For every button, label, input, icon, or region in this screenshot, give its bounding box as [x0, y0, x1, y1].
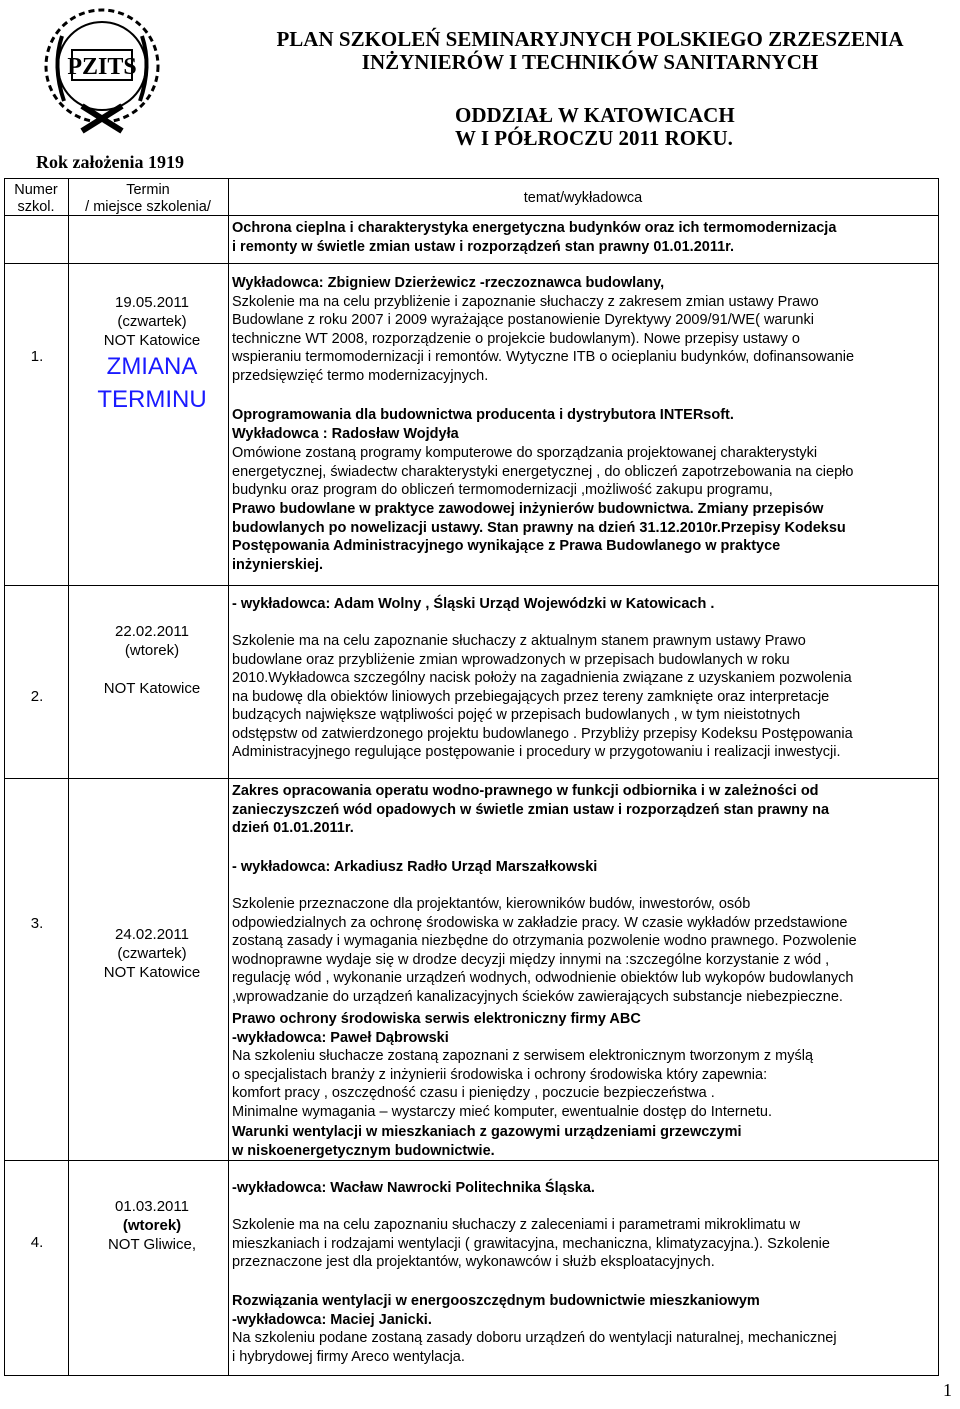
grid-line	[68, 178, 69, 1375]
row-4-heading-line: -wykładowca: Maciej Janicki.	[232, 1311, 432, 1328]
row-1-law-line: Prawo budowlane w praktyce zawodowej inżynierów budownictwa. Zmiany przepisów	[232, 501, 824, 517]
row-1-place: NOT Katowice	[103, 332, 201, 349]
row-2-text-line: budowlane oraz przybliżenie zmian wprowadzonych w przepisach budowlanych w roku	[232, 651, 790, 668]
page-number: 1	[943, 1380, 952, 1400]
row-3-ventilation-heading	[232, 1123, 944, 1160]
grid-line	[4, 1160, 939, 1161]
row-4-date: 01.03.2011	[115, 1198, 189, 1215]
row-1-text-line: energetycznej, świadectw charakterystyki energetycznej , do obliczeń zapotrzebowania na ciepło	[232, 463, 854, 480]
row-3-text-line: odpowiedzialnych za ochronę środowiska w zakładzie pracy. W czasie wykładów przedstawione	[232, 914, 848, 931]
row-1-law-line: Postępowania Administracyjnego wynikające z Prawa Budowlanego w praktyce	[232, 538, 781, 554]
row-4-topic-2	[232, 1329, 944, 1366]
row-3-abc-title: Prawo ochrony środowiska serwis elektroniczny firmy ABC	[232, 1011, 641, 1027]
row-1-intersoft-lecturer: Wykładowca : Radosław Wojdyła	[232, 425, 459, 442]
row-4-heading-2	[232, 1292, 944, 1329]
pzits-emblem-icon	[42, 6, 162, 146]
row-3-text-line: Na szkoleniu słuchacze zostaną zapoznani z serwisem elektronicznym tworzonym z myślą	[232, 1048, 814, 1064]
row-3-vent-line: Warunki wentylacji w mieszkaniach z gazowymi urządzeniami grzewczymi	[232, 1124, 742, 1140]
row-2-text-line: 2010.Wykładowca szczególny nacisk położy na zagadnienia związane z uzyskaniem pozwolenia	[232, 670, 852, 686]
row-3-text-line: komfort pracy , oszczędność czasu i pieniędzy , poczucie bezpieczeństwa .	[232, 1085, 715, 1101]
row-2-term	[70, 622, 234, 698]
row-2-place: NOT Katowice	[103, 680, 201, 697]
subtitle-line-2: W I PÓŁROCZU 2011 ROKU.	[455, 126, 733, 150]
grid-line	[4, 585, 939, 586]
document-subtitle	[455, 104, 875, 150]
row-3-number: 3.	[30, 915, 44, 932]
grid-line	[4, 178, 939, 179]
row-3-text-line: o specjalistach branży z inżynierii środowiska i ochrony środowiska który zapewnia:	[232, 1066, 768, 1083]
row-1-intersoft	[232, 406, 944, 443]
grid-line	[4, 778, 939, 779]
row-4-text-line: mieszkaniach i rodzajami wentylacji ( grawitacyjna, mechaniczna, klimatyzacyjna.). Szkolenie	[232, 1235, 830, 1252]
row-1-change-notice-2: TERMINU	[97, 386, 207, 413]
grid-line	[4, 263, 939, 264]
row-3-day: (czwartek)	[117, 945, 187, 962]
row-3-text-line: Minimalne wymagania – wystarczy mieć komputer, ewentualnie dostęp do Internetu.	[232, 1103, 772, 1120]
row-1-text-line: techniczne WT 2008, rozporządzenie o projekcie budowlanym). Nowe przepisy ustawy o	[232, 330, 800, 347]
row-1-lecturer: Wykładowca: Zbigniew Dzierżewicz -rzeczoznawca budowlany,	[232, 275, 665, 291]
row-1-intersoft-title: Oprogramowania dla budownictwa producenta i dystrybutora INTERsoft.	[232, 407, 734, 423]
row-3-vent-line: w niskoenergetycznym budownictwie.	[232, 1142, 495, 1159]
row-3-abc-text	[232, 1047, 944, 1121]
row-4-text-line: przeznaczone jest dla projektantów, wykonawców i służb eksploatacyjnych.	[232, 1254, 715, 1270]
row-2-text-line: budzących największe wątpliwości pojęć w przepisach budowlanych , w tym nieistotnych	[232, 707, 801, 723]
row-2-text-line: na budowę dla obiektów liniowych przebiegających przez tereny zamknięte oraz interpretacje	[232, 688, 830, 705]
row-4-text-line: i hybrydowej firmy Areco wentylacja.	[232, 1348, 465, 1365]
document-title	[230, 28, 950, 74]
intro-line-1: Ochrona cieplna i charakterystyka energetyczna budynków oraz ich termomodernizacja	[232, 220, 837, 236]
intro-line-2: i remonty w świetle zmian ustaw i rozporządzeń stan prawny 01.01.2011r.	[232, 238, 735, 255]
row-2-lecturer: - wykładowca: Adam Wolny , Śląski Urząd Wojewódzki w Katowicach .	[232, 596, 715, 612]
svg-text:PZITS: PZITS	[67, 54, 137, 80]
row-3-place: NOT Katowice	[103, 964, 201, 981]
founded-year: Rok założenia 1919	[36, 152, 184, 172]
row-4-text-line: Szkolenie ma na celu zapoznaniu słuchaczy z zaleceniami i parametrami mikroklimatu w	[232, 1217, 801, 1233]
title-line-2: INŻYNIERÓW I TECHNIKÓW SANITARNYCH	[361, 50, 819, 74]
row-1-number: 1.	[30, 348, 44, 365]
row-4-number: 4.	[30, 1234, 44, 1251]
row-2-text-line: odstępstw od zatwierdzonego projektu budowlanego . Przybliży przepisy Kodeksu Postępowania	[232, 725, 853, 742]
row-3-topic	[232, 895, 944, 1006]
row-3-term	[70, 925, 234, 982]
column-header-number	[4, 182, 68, 216]
row-2-date: 22.02.2011	[115, 623, 189, 640]
row-3-text-line: regulację wód , wykonanie urządzeń wodnych, odwodnienie obiektów lub wykopów budowlanych	[232, 970, 854, 986]
row-3-abc-lecturer: -wykładowca: Paweł Dąbrowski	[232, 1029, 449, 1046]
pzits-logo	[20, 6, 190, 176]
row-3-lecturer: - wykładowca: Arkadiusz Radło Urząd Marszałkowski	[232, 859, 598, 875]
row-3-heading-line: zanieczyszczeń wód opadowych w świetle zmian ustaw i rozporządzeń stan prawny na	[232, 801, 830, 818]
row-1-law-line: inżynierskiej.	[232, 556, 324, 573]
row-1-date: 19.05.2011	[115, 294, 189, 311]
row-2-text-line: Administracyjnego regulujące postępowanie i procedury w przygotowaniu i realizacji inwestycji.	[232, 744, 841, 760]
row-3-text-line: Szkolenie przeznaczone dla projektantów, kierowników budów, inwestorów, osób	[232, 896, 751, 912]
row-2-number: 2.	[30, 688, 44, 705]
row-1-topic	[232, 274, 944, 385]
grid-line	[4, 178, 5, 1375]
row-4-topic	[232, 1216, 944, 1272]
row-1-text-line: Budowlane z roku 2007 i 2009 wyrażające postanowienie Dyrektywy 2009/91/WE( warunki	[232, 312, 814, 328]
row-1-law-line: budowlanych po nowelizacji ustawy. Stan prawny na dzień 31.12.2010r.Przepisy Kodeksu	[232, 519, 846, 536]
row-1-text-line: wspieraniu termomodernizacji i remontów. Wytyczne ITB o ocieplaniu budynków, dofinansowanie	[232, 349, 855, 365]
row-3-heading-line: dzień 01.01.2011r.	[232, 820, 354, 836]
column-header-topic: temat/wykładowca	[523, 190, 643, 206]
row-2-text-line: Szkolenie ma na celu zapoznanie słuchaczy z aktualnym stanem prawnym ustawy Prawo	[232, 633, 806, 649]
subtitle-line-1: ODDZIAŁ W KATOWICACH	[455, 103, 735, 127]
row-3-abc-heading	[232, 1010, 944, 1047]
intro-title	[232, 219, 944, 256]
row-1-term	[70, 293, 234, 416]
row-3-heading-line: Zakres opracowania operatu wodno-prawnego w funkcji odbiornika i w zależności od	[232, 783, 819, 799]
column-header-term-line-1: Termin	[126, 182, 170, 198]
row-1-law-topic	[232, 500, 944, 574]
row-4-heading-line: Rozwiązania wentylacji w energooszczędnym budownictwie mieszkaniowym	[232, 1293, 760, 1309]
grid-line	[4, 1375, 939, 1376]
row-4-term	[70, 1197, 234, 1254]
row-2-topic	[232, 632, 944, 762]
row-3-text-line: wodnoprawne wydaje się w drodze decyzji między innymi na :szczególne korzystanie z wód ,	[232, 951, 830, 968]
row-1-text-line: przedsięwzięć termo modernizacyjnych.	[232, 367, 489, 384]
row-4-place: NOT Gliwice,	[107, 1236, 197, 1253]
row-1-intersoft-text	[232, 444, 944, 500]
row-3-heading	[232, 782, 944, 838]
title-line-1: PLAN SZKOLEŃ SEMINARYJNYCH POLSKIEGO ZRZESZENIA	[276, 27, 904, 51]
row-1-day: (czwartek)	[117, 313, 187, 330]
row-4-lecturer: -wykładowca: Wacław Nawrocki Politechnika Śląska.	[232, 1180, 595, 1196]
row-4-text-line: Na szkoleniu podane zostaną zasady doboru urządzeń do wentylacji naturalnej, mechanicznej	[232, 1330, 837, 1346]
row-3-text-line: zostaną zasady i wymagania niezbędne do otrzymania pozwolenie wodno prawnego. Pozwolenie	[232, 933, 857, 949]
row-3-date: 24.02.2011	[115, 926, 189, 943]
row-1-text-line: budynku oraz program do obliczeń termomodernizacji ,możliwość zakupu programu,	[232, 482, 773, 498]
row-3-text-line: ,wprowadzanie do urządzeń kanalizacyjnych ścieków zawierających substancje niebezpieczne.	[232, 988, 843, 1005]
column-header-term	[68, 182, 228, 216]
row-4-day: (wtorek)	[122, 1217, 182, 1234]
row-1-text-line: Omówione zostaną programy komputerowe do sporządzania projektowanej charakterystyki	[232, 445, 818, 461]
row-2-day: (wtorek)	[124, 642, 180, 659]
column-header-number-line-1: Numer	[14, 182, 58, 198]
column-header-number-line-2: szkol.	[17, 199, 55, 215]
row-1-change-notice-1: ZMIANA	[106, 353, 198, 380]
column-header-term-line-2: / miejsce szkolenia/	[85, 199, 211, 215]
row-1-text-line: Szkolenie ma na celu przybliżenie i zapoznanie słuchaczy z zakresem zmian ustawy Prawo	[232, 293, 819, 310]
